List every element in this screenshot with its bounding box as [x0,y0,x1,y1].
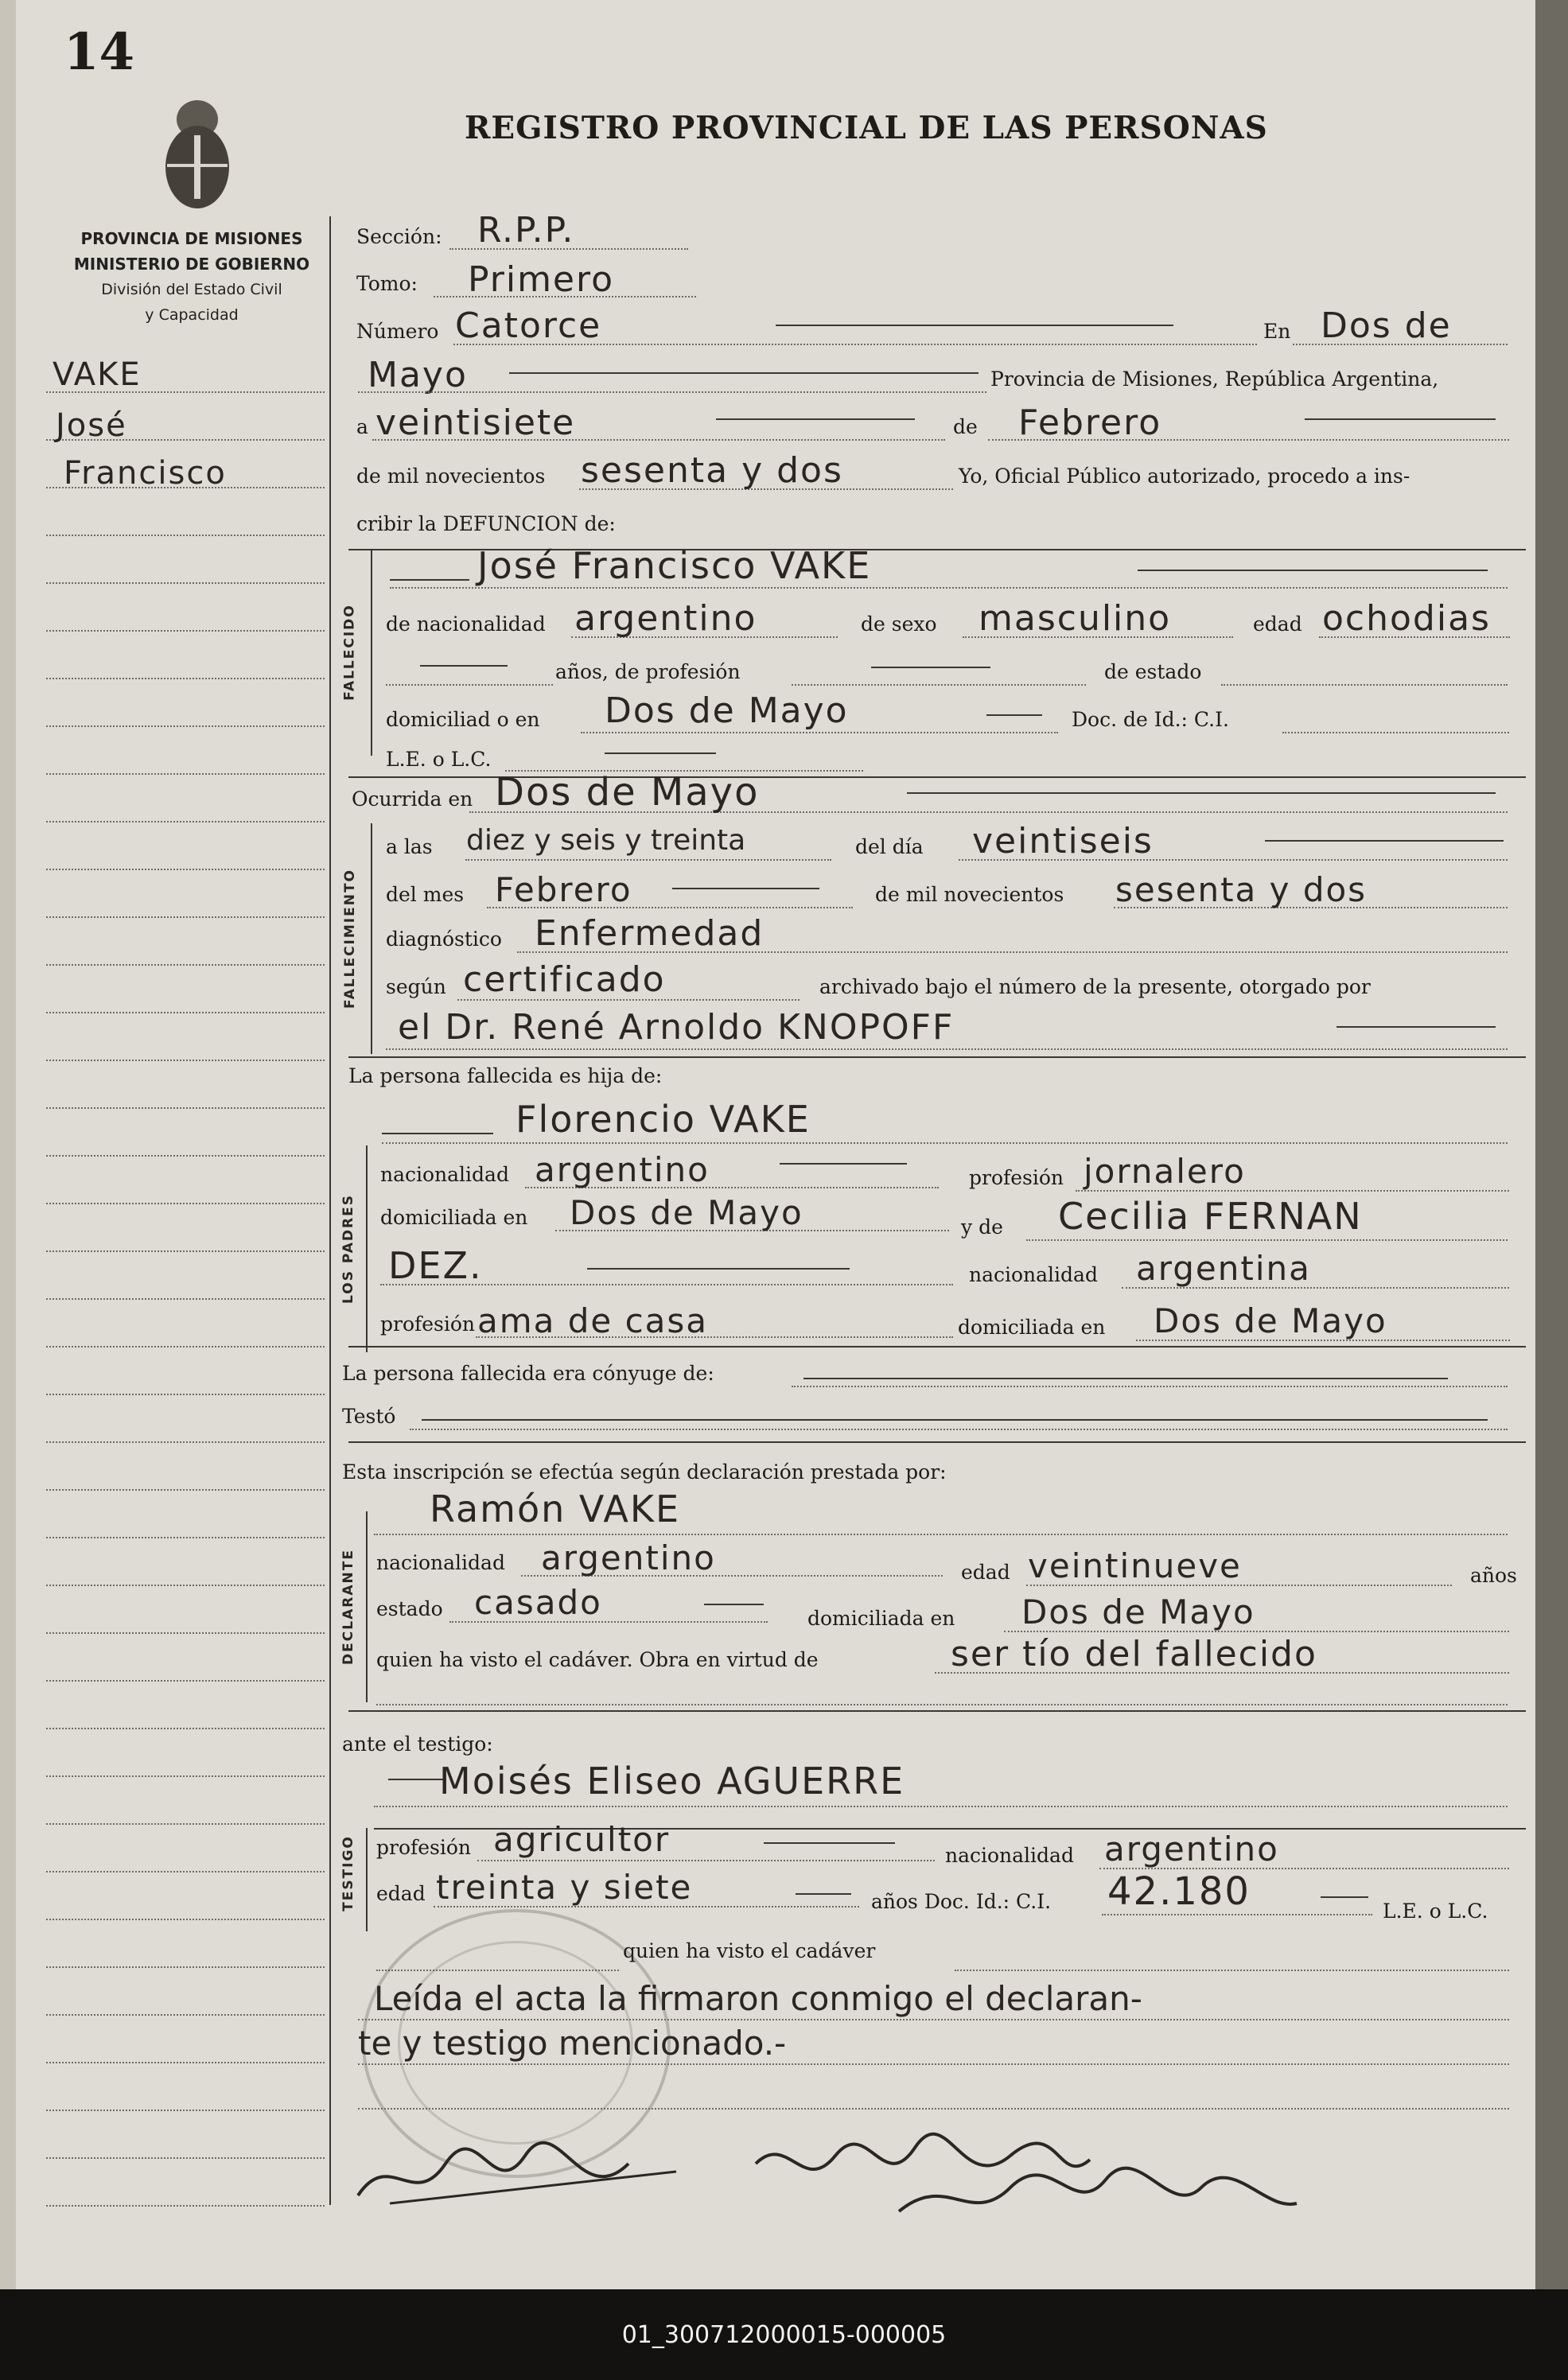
padres-top-rule [348,1056,1526,1058]
declarante-nacionalidad-label: nacionalidad [376,1551,505,1574]
fallecido-domicilio-dash [986,714,1042,716]
fallecido-sexo-label: de sexo [861,612,937,636]
testigo-edad-dash [796,1893,851,1895]
mes-label: del mes [386,883,465,906]
fallecido-le-label: L.E. o L.C. [386,748,492,771]
madre-domicilio-value: Dos de Mayo [1154,1301,1387,1340]
hora-value: diez y seis y treinta [466,824,746,857]
padre-nacionalidad-label: nacionalidad [380,1163,509,1186]
ocurrida-label: Ocurrida en [352,788,473,811]
authority-block [45,226,339,328]
madre-domicilio-label: domiciliada en [958,1316,1106,1339]
dia-dash [1265,840,1504,842]
margin-ruled-line [46,1966,325,1968]
margin-ruled-line [46,1394,325,1395]
margin-ruled-line [46,2014,325,2016]
declarante-edad-label: edad [961,1561,1010,1584]
fallecido-profesion-line [792,684,1086,686]
padre-nacionalidad-dash [780,1163,907,1165]
declarante-virtud-value: ser tío del fallecido [951,1634,1317,1674]
fallecido-name-dash-2 [1138,570,1488,571]
fallecido-side-label: FALLECIDO [342,604,358,701]
fallecido-estado-line [1221,684,1508,686]
margin-ruled-line [46,535,325,536]
conyuge-top-rule [348,1346,1526,1348]
declarante-estado-label: estado [376,1597,443,1620]
year-prefix: de mil novecientos [356,465,546,488]
oficial-text: Yo, Oficial Público autorizado, procedo a ins- [959,465,1410,488]
testigo-profesion-value: agricultor [493,1820,671,1859]
declarante-edad-value: veintinueve [1028,1546,1242,1585]
testigo-cadaver-text: quien ha visto el cadáver [623,1939,876,1962]
fallecido-edad-label: edad [1253,612,1302,636]
segun-value: certificado [463,959,666,1000]
declarante-name-line [374,1534,1508,1535]
margin-ruled-line [46,1537,325,1538]
anio-label: de mil novecientos [875,883,1064,906]
declarante-estado-value: casado [474,1583,602,1622]
book-edge [1535,0,1568,2289]
padres-bracket [366,1145,368,1352]
division-name: División del Estado Civil [101,281,282,298]
margin-ruled-line [46,1680,325,1682]
margin-ruled-line [46,1250,325,1252]
madre-name-2: DEZ. [388,1244,483,1287]
place-line-2 [358,391,986,393]
padre-profesion-value: jornalero [1084,1152,1246,1191]
testigo-name-line [374,1806,1508,1807]
fallecimiento-bracket [371,823,372,1054]
fallecido-name-dash [390,579,469,581]
ocurrida-value: Dos de Mayo [495,770,760,815]
conyuge-dash [803,1378,1448,1379]
margin-ruled-line [46,1203,325,1204]
de-label: de [953,415,978,438]
madre-profesion-label: profesión [380,1312,476,1336]
margin-ruled-line [46,869,325,870]
numero-dash [776,325,1173,326]
coat-of-arms-icon [150,88,245,215]
testigo-name-dash [388,1779,444,1780]
testo-dash [422,1419,1488,1421]
mes-value: Febrero [495,870,632,909]
fallecido-sexo-value: masculino [979,598,1172,639]
testigo-profesion-label: profesión [376,1836,472,1859]
margin-second-name: Francisco [64,455,227,492]
testo-label: Testó [342,1405,396,1428]
doctor-line [386,1048,1508,1050]
padre-name-line [382,1142,1508,1144]
declarante-top-rule [348,1441,1526,1443]
declarante-nacionalidad-value: argentino [541,1538,716,1577]
madre-name-2-line [380,1284,953,1285]
margin-ruled-line [46,1441,325,1443]
doctor-value: el Dr. René Arnoldo KNOPOFF [398,1007,955,1048]
testigo-profesion-dash [764,1842,895,1844]
a-label: a [356,415,368,438]
seccion-label: Sección: [356,225,442,248]
fallecido-edad-dash [420,665,508,667]
padres-side-label: LOS PADRES [340,1194,356,1304]
testigo-le-label: L.E. o L.C. [1383,1900,1488,1923]
madre-name-line [1026,1239,1508,1241]
margin-ruled-line [46,1919,325,1920]
diagnostico-value: Enfermedad [535,913,765,954]
margin-ruled-line [46,1585,325,1586]
declarante-cadaver-text: quien ha visto el cadáver. Obra en virtud de [376,1648,819,1671]
month-value: Febrero [1018,402,1162,443]
anio-value: sesenta y dos [1115,870,1368,909]
fallecido-name: José Francisco VAKE [477,544,872,587]
y-de-label: y de [961,1215,1003,1239]
archivado-text: archivado bajo el número de la presente, otorgado por [819,975,1371,998]
fallecido-edad-value: ochodias [1322,598,1491,639]
fallecido-domicilio-line [581,732,1058,733]
declarante-anios-label: años [1470,1564,1517,1587]
registry-title: REGISTRO PROVINCIAL DE LAS PERSONAS [465,110,1268,146]
hora-line [465,859,831,861]
margin-ruled-line [46,1728,325,1729]
fallecido-doc-label: Doc. de Id.: C.I. [1072,708,1229,731]
signatures [342,2116,1376,2235]
padre-domicilio-value: Dos de Mayo [570,1193,803,1232]
segun-label: según [386,975,446,998]
margin-ruled-line [46,1155,325,1157]
testigo-side-label: TESTIGO [340,1835,356,1911]
margin-ruled-line [46,2110,325,2111]
madre-name-1: Cecilia FERNAN [1058,1195,1363,1238]
testigo-intro: ante el testigo: [342,1732,493,1756]
testigo-top-rule [348,1710,1526,1712]
seccion-value: R.P.P. [477,210,575,251]
doctor-dash [1336,1026,1496,1028]
declarante-estado-dash [704,1604,764,1605]
closing-line-1: Leída el acta la firmaron conmigo el declaran- [374,1979,1142,2018]
closing-line-1-rule [358,2019,1509,2020]
month-dash [1305,418,1496,420]
testigo-nacionalidad-value: argentino [1104,1830,1279,1869]
margin-ruled-line [46,1298,325,1300]
margin-ruled-line [46,725,325,727]
declarante-side-label: DECLARANTE [340,1549,356,1665]
place-value-2: Mayo [368,355,468,395]
dia-value: veintiseis [972,821,1154,861]
margin-ruled-line [46,2157,325,2159]
declarante-domicilio-value: Dos de Mayo [1021,1592,1255,1631]
hora-label: a las [386,835,433,858]
padres-intro: La persona fallecida es hija de: [348,1064,663,1087]
padre-nacionalidad-value: argentino [535,1150,710,1189]
declarante-intro: Esta inscripción se efectúa según declaración prestada por: [342,1460,947,1484]
fallecido-profesion-dash [871,667,990,668]
margin-ruled-line [46,1012,325,1013]
fallecido-nacionalidad-label: de nacionalidad [386,612,546,636]
margin-ruled-line [46,1060,325,1061]
closing-line-2-rule [358,2063,1509,2065]
testigo-doc-label: años Doc. Id.: C.I. [871,1890,1052,1913]
margin-ruled-line [46,821,325,822]
testigo-bracket [366,1828,368,1931]
division-name-cont: y Capacidad [145,306,239,324]
mes-dash [672,888,819,889]
en-label: En [1263,320,1291,343]
year-value: sesenta y dos [581,450,843,491]
testigo-edad-label: edad [376,1882,426,1905]
margin-ruled-line [46,1871,325,1872]
testigo-nacionalidad-label: nacionalidad [945,1844,1074,1867]
margin-ruled-line [46,678,325,679]
margin-ruled-line [46,1489,325,1491]
fallecido-edad2-line [386,684,553,686]
ministry-name: MINISTERIO DE GOBIERNO [73,255,310,274]
testigo-doc-line [1102,1914,1372,1915]
fallecido-bracket [371,549,372,756]
margin-ruled-line [46,1107,325,1109]
dia-label: del día [855,835,924,858]
padre-name: Florencio VAKE [516,1098,811,1141]
testigo-doc-value: 42.180 [1107,1869,1251,1914]
diagnostico-label: diagnóstico [386,928,502,951]
madre-nacionalidad-value: argentina [1136,1249,1311,1288]
page-binding-edge [0,0,16,2289]
provincia-text: Provincia de Misiones, República Argentina, [990,368,1439,391]
day-dash [716,418,915,420]
fallecido-doc-line [1282,732,1509,733]
fallecimiento-side-label: FALLECIMIENTO [342,868,358,1009]
fallecido-le-dash [605,752,716,754]
testigo-cadaver-line-2 [955,1970,1509,1971]
margin-ruled-line [46,2062,325,2063]
margin-ruled-line [46,2205,325,2207]
conyuge-line [792,1386,1508,1387]
numero-label: Número [356,320,439,343]
place-value-1: Dos de [1321,305,1452,346]
margin-separator [329,216,331,2205]
testigo-edad-value: treinta y siete [436,1868,693,1907]
margin-ruled-line [46,1823,325,1825]
padres-name-dash [382,1133,493,1134]
declarante-bottom-line [376,1704,1508,1705]
tomo-label: Tomo: [356,272,418,295]
margin-ruled-line [46,773,325,775]
margin-ruled-line [46,916,325,918]
conyuge-label: La persona fallecida era cónyuge de: [342,1362,714,1385]
fallecido-domicilio-value: Dos de Mayo [605,690,849,731]
padre-domicilio-label: domiciliada en [380,1206,528,1229]
province-name: PROVINCIA DE MISIONES [80,229,303,248]
testigo-name: Moisés Eliseo AGUERRE [439,1760,905,1802]
margin-ruled-line [46,1346,325,1348]
fallecido-name-line [390,587,1508,589]
padre-profesion-label: profesión [969,1166,1064,1189]
margin-ruled-line [46,582,325,584]
testigo-profesion-line [477,1860,935,1861]
declarante-bracket [366,1511,368,1702]
day-value: veintisiete [375,402,576,443]
margin-ruled-line [46,964,325,966]
closing-line-2: te y testigo mencionado.- [358,2024,787,2063]
ocurrida-dash [907,792,1496,794]
declarante-domicilio-label: domiciliada en [807,1607,955,1630]
tomo-value: Primero [468,259,615,300]
fallecido-estado-label: de estado [1104,660,1202,683]
closing-line-3-rule [358,2108,1509,2110]
testo-line [410,1429,1508,1430]
margin-ruled-line [46,1632,325,1634]
inscribir-text: cribir la DEFUNCION de: [356,512,616,535]
fallecido-profesion-label: años, de profesión [555,660,741,683]
madre-nacionalidad-label: nacionalidad [969,1263,1098,1286]
place-dash-2 [509,372,979,374]
fallecido-nacionalidad-value: argentino [574,598,757,639]
testigo-doc-dash [1321,1896,1368,1898]
margin-ruled-line [46,630,325,632]
madre-name-dash [587,1268,850,1270]
page-number: 14 [64,22,135,82]
file-id-caption: 01_300712000015-000005 [621,2320,947,2349]
fallecido-domicilio-label: domiciliad o en [386,708,540,731]
numero-value: Catorce [455,305,602,346]
madre-profesion-value: ama de casa [477,1301,709,1340]
margin-first-name: José [56,407,127,444]
margin-surname: VAKE [53,356,142,393]
declarante-name: Ramón VAKE [430,1488,681,1530]
margin-ruled-line [46,1775,325,1777]
